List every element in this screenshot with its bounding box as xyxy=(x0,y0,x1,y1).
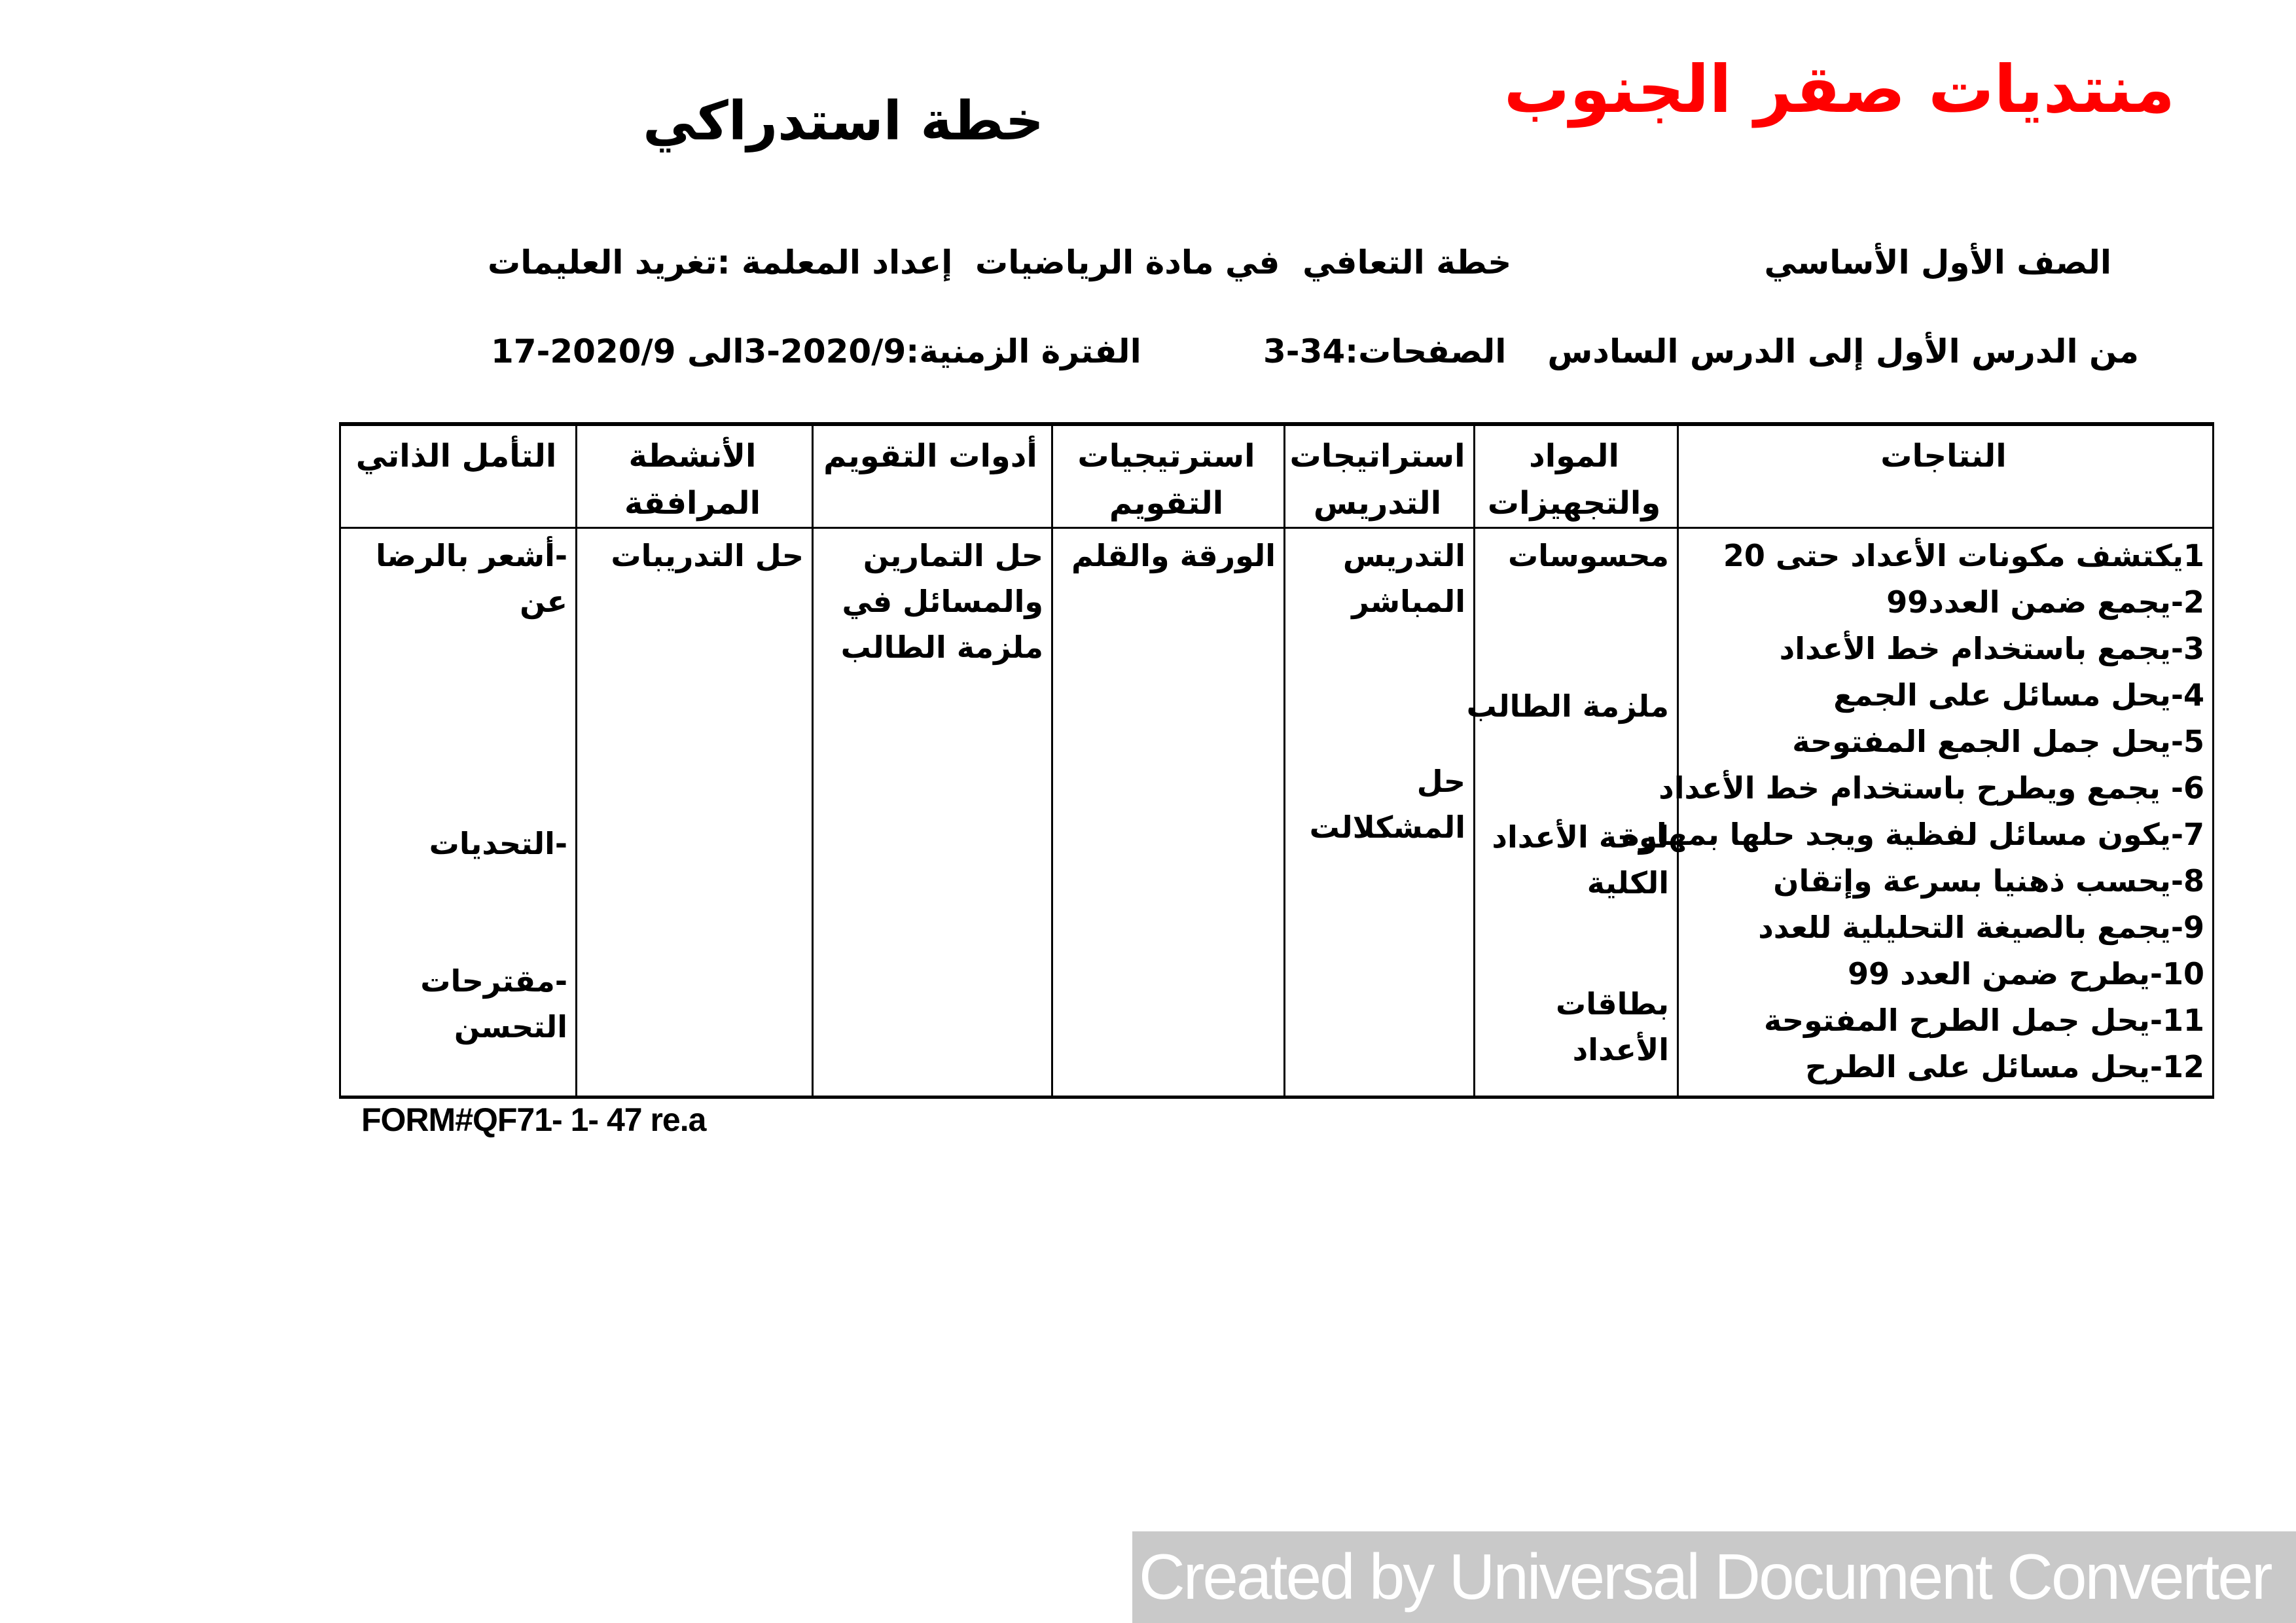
col-header-assessment-strategies xyxy=(1052,424,1285,528)
cell-teaching-strategies xyxy=(1285,528,1475,1097)
meta-plan-subject: خطة التعافي في مادة الرياضيات xyxy=(975,243,1512,281)
header-line: التأمل الذاتي xyxy=(355,438,557,474)
teaching-strategy-item: حل xyxy=(1416,764,1465,799)
col-header-self-reflection xyxy=(340,424,577,528)
outcome-item: 8-يحسب ذهنيا بسرعة وإتقان xyxy=(1773,863,2204,899)
cell-assessment-strategies xyxy=(1052,528,1285,1097)
material-item: الأعداد xyxy=(1572,1032,1669,1067)
header-line: التقويم xyxy=(1109,485,1224,522)
outcome-item: 2-يجمع ضمن العدد99 xyxy=(1886,584,2204,620)
col-header-teaching-strategies xyxy=(1285,424,1475,528)
meta-pages: الصفحات:34-3 xyxy=(1263,332,1507,370)
meta-teacher: إعداد المعلمة :تغريد العليمات xyxy=(488,243,953,281)
outcome-item: 10-يطرح ضمن العدد 99 xyxy=(1848,956,2204,991)
material-item: بطاقات xyxy=(1556,986,1669,1022)
outcome-item: 5-يحل جمل الجمع المفتوحة xyxy=(1792,724,2204,759)
reflection-item: -أشعر بالرضا xyxy=(376,538,567,573)
cell-activities xyxy=(577,528,813,1097)
col-header-assessment-tools xyxy=(813,424,1052,528)
teaching-strategy-item: المباشر xyxy=(1352,584,1465,619)
header-line: المواد xyxy=(1529,438,1619,474)
reflection-item: -مقترحات xyxy=(420,963,567,999)
material-item: لوحة الأعداد xyxy=(1492,819,1669,855)
outcome-item: 12-يحل مسائل على الطرح xyxy=(1805,1049,2204,1084)
watermark-text: Created by Universal Document Converter xyxy=(1139,1541,2271,1613)
body-row xyxy=(340,528,2214,1097)
cell-self-reflection xyxy=(340,528,577,1097)
col-header-materials xyxy=(1475,424,1678,528)
reflection-item: التحسن xyxy=(454,1009,567,1044)
material-item: محسوسات xyxy=(1507,538,1669,573)
meta-lessons-range: من الدرس الأول إلى الدرس السادس xyxy=(1547,332,2139,370)
header-line: استراتيجات xyxy=(1289,438,1465,474)
lesson-plan-table xyxy=(339,422,2214,1099)
outcome-item: 4-يحل مسائل على الجمع xyxy=(1833,677,2204,713)
assessment-strategy-item: الورقة والقلم xyxy=(1071,538,1276,573)
outcome-item: 3-يجمع باستخدام خط الأعداد xyxy=(1779,631,2204,666)
outcome-item: 6- يجمع ويطرح باستخدام خط الأعداد xyxy=(1659,770,2204,806)
meta-grade: الصف الأول الأساسي xyxy=(1764,243,2111,281)
header-line: أدوات التقويم xyxy=(823,438,1037,474)
outcome-item: 7-يكون مسائل لفظية ويجد حلها بمهارة xyxy=(1621,817,2204,852)
form-code: FORM#QF71- 1- 47 re.a xyxy=(361,1101,706,1138)
cell-assessment-tools xyxy=(813,528,1052,1097)
brand-title: منتديات صقر الجنوب xyxy=(1503,51,2175,128)
material-item: الكلية xyxy=(1587,865,1669,901)
header-line: الأنشطة xyxy=(628,438,757,474)
meta-period: الفترة الزمنية:2020/9-3الى 2020/9-17 xyxy=(491,332,1141,370)
outcome-item: 11-يحل جمل الطرح المفتوحة xyxy=(1764,1003,2204,1038)
col-header-outcomes xyxy=(1678,424,2214,528)
watermark-bar xyxy=(1132,1531,2296,1623)
reflection-item: عن xyxy=(520,584,567,619)
col-header-activities xyxy=(577,424,813,528)
header-line: التدريس xyxy=(1313,485,1442,522)
teaching-strategy-item: التدريس xyxy=(1342,538,1465,573)
reflection-item: -التحديات xyxy=(429,826,567,861)
activity-item: حل التدريبات xyxy=(611,538,804,573)
assessment-tool-item: ملزمة الطالب xyxy=(840,630,1043,665)
outcome-item: 9-يجمع بالصيغة التحليلية للعدد xyxy=(1758,910,2204,945)
teaching-strategy-item: المشكلالت xyxy=(1309,810,1465,845)
header-line: والتجهيزات xyxy=(1487,485,1661,522)
header-line: النتاجات xyxy=(1880,438,2007,474)
header-row xyxy=(340,424,2214,528)
material-item: ملزمة الطالب xyxy=(1466,688,1669,724)
header-line: استرتيجيات xyxy=(1077,438,1255,474)
page-title: خطة استدراكي xyxy=(643,90,1044,152)
header-line: المرافقة xyxy=(624,485,761,522)
outcome-item: 1يكتشف مكونات الأعداد حتى 20 xyxy=(1723,538,2204,573)
assessment-tool-item: والمسائل في xyxy=(842,584,1043,619)
assessment-tool-item: حل التمارين xyxy=(863,538,1043,573)
